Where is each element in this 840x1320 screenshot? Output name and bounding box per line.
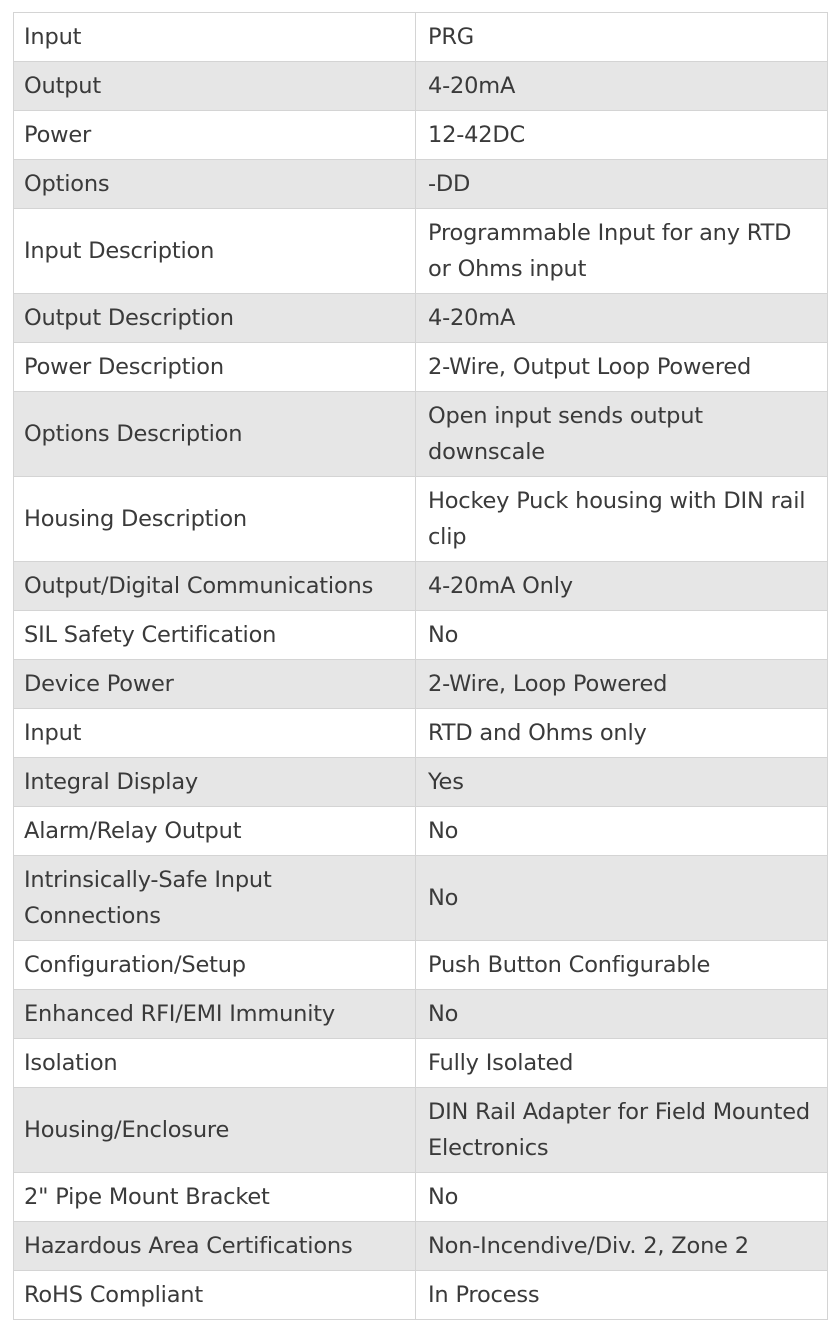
spec-value-cell: -DD <box>416 160 828 209</box>
spec-value-cell: No <box>416 1173 828 1222</box>
spec-value-cell: No <box>416 990 828 1039</box>
table-row <box>14 611 828 660</box>
spec-label-cell: Housing/Enclosure <box>14 1088 416 1173</box>
spec-label-cell: RoHS Compliant <box>14 1271 416 1320</box>
spec-label-cell: Configuration/Setup <box>14 941 416 990</box>
table-row <box>14 62 828 111</box>
spec-label-cell: Output Description <box>14 294 416 343</box>
table-row <box>14 807 828 856</box>
spec-value-cell: 12-42DC <box>416 111 828 160</box>
spec-label-cell: Options Description <box>14 392 416 477</box>
table-row <box>14 209 828 294</box>
spec-value-cell: Fully Isolated <box>416 1039 828 1088</box>
spec-label-cell: Hazardous Area Certifications <box>14 1222 416 1271</box>
spec-label-cell: Intrinsically-Safe Input Connections <box>14 856 416 941</box>
spec-value-cell: Non-Incendive/Div. 2, Zone 2 <box>416 1222 828 1271</box>
spec-value-cell: 4-20mA <box>416 294 828 343</box>
table-row <box>14 562 828 611</box>
spec-value-cell: 2-Wire, Loop Powered <box>416 660 828 709</box>
spec-value-cell: No <box>416 807 828 856</box>
table-row <box>14 1271 828 1320</box>
table-row <box>14 709 828 758</box>
spec-label-cell: Input <box>14 13 416 62</box>
table-row <box>14 941 828 990</box>
spec-value-cell: 2-Wire, Output Loop Powered <box>416 343 828 392</box>
spec-table-body <box>14 13 828 1320</box>
spec-label-cell: Enhanced RFI/EMI Immunity <box>14 990 416 1039</box>
table-row <box>14 1222 828 1271</box>
spec-value-cell: DIN Rail Adapter for Field Mounted Electronics <box>416 1088 828 1173</box>
spec-label-cell: SIL Safety Certification <box>14 611 416 660</box>
table-row <box>14 1088 828 1173</box>
table-row <box>14 477 828 562</box>
table-row <box>14 392 828 477</box>
table-row <box>14 660 828 709</box>
spec-label-cell: Output/Digital Communications <box>14 562 416 611</box>
spec-label-cell: Input Description <box>14 209 416 294</box>
spec-value-cell: Hockey Puck housing with DIN rail clip <box>416 477 828 562</box>
spec-value-cell: RTD and Ohms only <box>416 709 828 758</box>
spec-value-cell: PRG <box>416 13 828 62</box>
spec-label-cell: Power Description <box>14 343 416 392</box>
spec-table <box>13 12 828 1320</box>
table-row <box>14 856 828 941</box>
spec-label-cell: Integral Display <box>14 758 416 807</box>
table-row <box>14 343 828 392</box>
spec-label-cell: Device Power <box>14 660 416 709</box>
spec-label-cell: Isolation <box>14 1039 416 1088</box>
spec-value-cell: Open input sends output downscale <box>416 392 828 477</box>
spec-label-cell: Input <box>14 709 416 758</box>
table-row <box>14 111 828 160</box>
spec-value-cell: 4-20mA Only <box>416 562 828 611</box>
table-row <box>14 758 828 807</box>
table-row <box>14 13 828 62</box>
spec-label-cell: Output <box>14 62 416 111</box>
spec-label-cell: Housing Description <box>14 477 416 562</box>
spec-label-cell: Options <box>14 160 416 209</box>
spec-value-cell: No <box>416 856 828 941</box>
table-row <box>14 1039 828 1088</box>
spec-value-cell: Programmable Input for any RTD or Ohms input <box>416 209 828 294</box>
spec-value-cell: In Process <box>416 1271 828 1320</box>
spec-label-cell: Alarm/Relay Output <box>14 807 416 856</box>
table-row <box>14 294 828 343</box>
spec-value-cell: No <box>416 611 828 660</box>
spec-value-cell: Push Button Configurable <box>416 941 828 990</box>
table-row <box>14 990 828 1039</box>
spec-label-cell: Power <box>14 111 416 160</box>
table-row <box>14 160 828 209</box>
table-row <box>14 1173 828 1222</box>
spec-value-cell: Yes <box>416 758 828 807</box>
spec-value-cell: 4-20mA <box>416 62 828 111</box>
spec-label-cell: 2" Pipe Mount Bracket <box>14 1173 416 1222</box>
